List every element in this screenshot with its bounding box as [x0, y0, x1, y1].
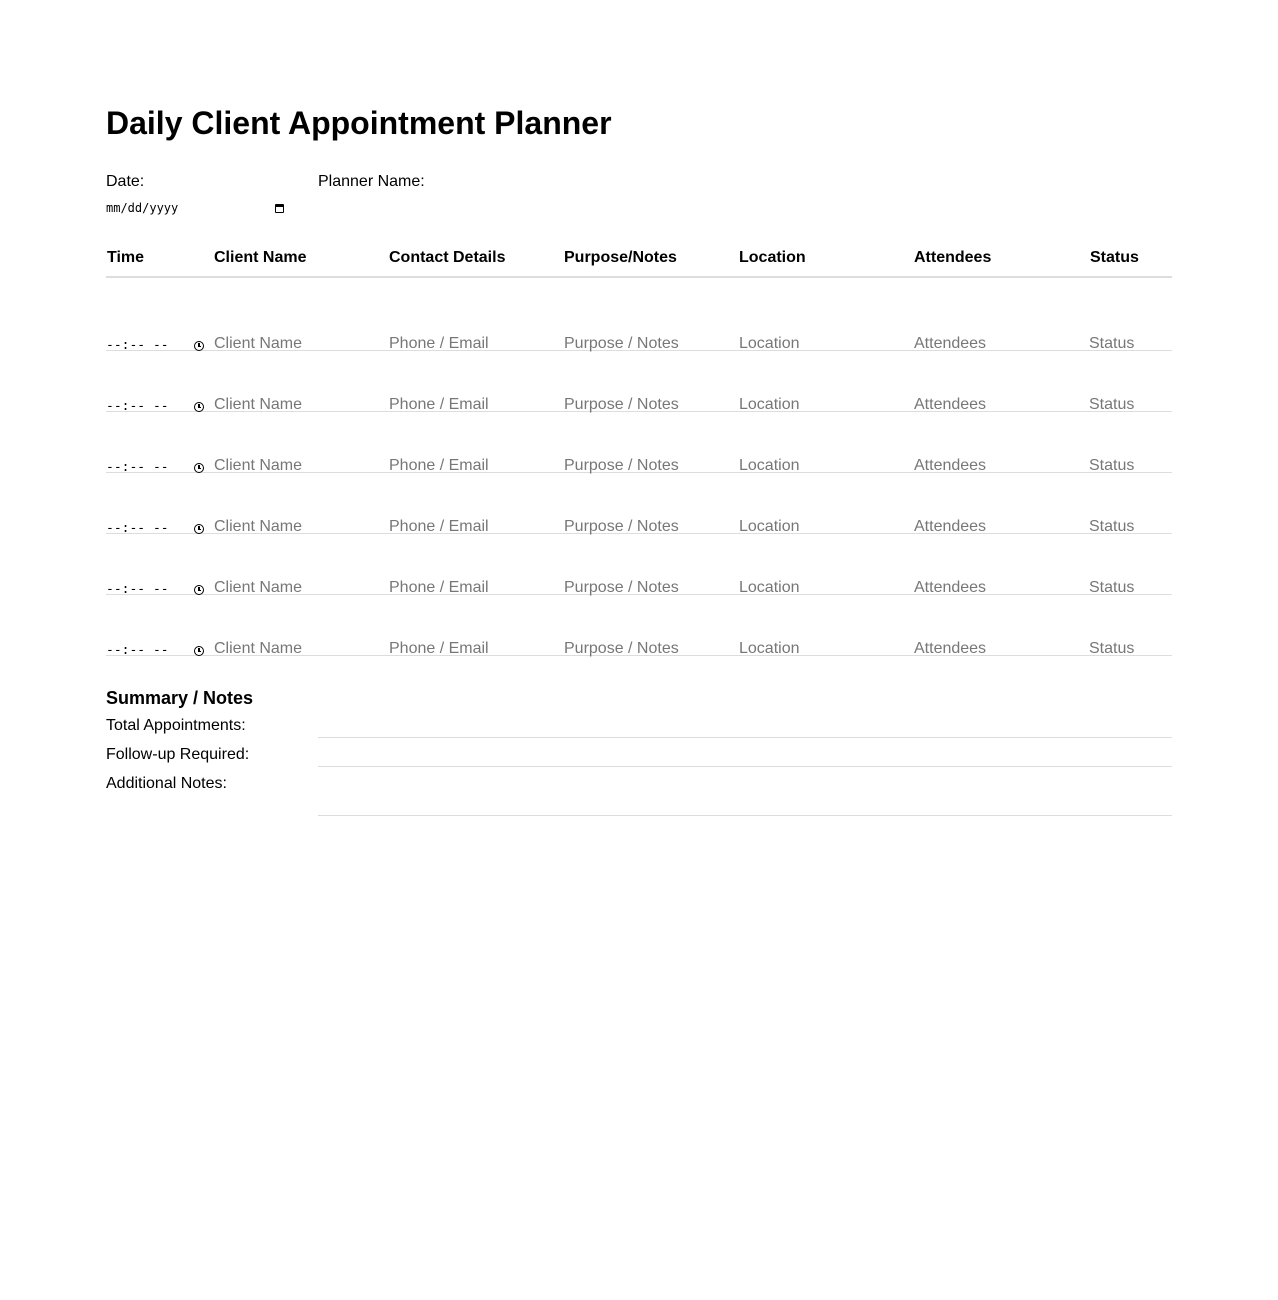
calendar-icon[interactable]: [275, 204, 284, 213]
location-input[interactable]: Location: [739, 457, 800, 474]
contact-details-input[interactable]: Phone / Email: [389, 518, 489, 535]
client-name-input[interactable]: Client Name: [214, 640, 303, 657]
clock-icon[interactable]: [194, 341, 204, 351]
clock-icon[interactable]: [194, 463, 204, 473]
header-attendees: Attendees: [914, 249, 992, 266]
header-time: Time: [107, 249, 145, 266]
table-row: [106, 412, 1172, 473]
location-input[interactable]: Location: [739, 518, 800, 535]
follow-up-label: Follow-up Required:: [106, 746, 250, 763]
header-purpose-notes: Purpose/Notes: [564, 249, 677, 266]
time-placeholder: --:-- --: [106, 460, 169, 475]
location-input[interactable]: Location: [739, 640, 800, 657]
attendees-input[interactable]: Attendees: [914, 457, 987, 474]
client-name-input[interactable]: Client Name: [214, 579, 303, 596]
clock-icon[interactable]: [194, 646, 204, 656]
contact-details-input[interactable]: Phone / Email: [389, 396, 489, 413]
purpose-notes-input[interactable]: Purpose / Notes: [564, 457, 679, 474]
status-input[interactable]: Status: [1089, 457, 1135, 474]
header-client-name: Client Name: [214, 249, 307, 266]
client-name-input[interactable]: Client Name: [214, 518, 303, 535]
total-appointments-label: Total Appointments:: [106, 717, 246, 734]
time-placeholder: --:-- --: [106, 643, 169, 658]
location-input[interactable]: Location: [739, 579, 800, 596]
time-placeholder: --:-- --: [106, 399, 169, 414]
status-input[interactable]: Status: [1089, 579, 1135, 596]
date-label: Date:: [106, 173, 145, 190]
table-row: [106, 534, 1172, 595]
table-row: [106, 278, 1172, 351]
location-input[interactable]: Location: [739, 396, 800, 413]
time-placeholder: --:-- --: [106, 521, 169, 536]
attendees-input[interactable]: Attendees: [914, 335, 987, 352]
purpose-notes-input[interactable]: Purpose / Notes: [564, 396, 679, 413]
header-status: Status: [1090, 249, 1139, 266]
purpose-notes-input[interactable]: Purpose / Notes: [564, 518, 679, 535]
time-placeholder: --:-- --: [106, 338, 169, 353]
table-row: [106, 595, 1172, 656]
client-name-input[interactable]: Client Name: [214, 457, 303, 474]
date-input[interactable]: [106, 199, 286, 217]
table-header: [106, 244, 1172, 278]
attendees-input[interactable]: Attendees: [914, 579, 987, 596]
clock-icon[interactable]: [194, 402, 204, 412]
status-input[interactable]: Status: [1089, 640, 1135, 657]
location-input[interactable]: Location: [739, 335, 800, 352]
purpose-notes-input[interactable]: Purpose / Notes: [564, 335, 679, 352]
contact-details-input[interactable]: Phone / Email: [389, 457, 489, 474]
planner-name-input[interactable]: [430, 172, 630, 192]
total-appointments-field[interactable]: [318, 737, 1172, 738]
attendees-input[interactable]: Attendees: [914, 396, 987, 413]
additional-notes-field[interactable]: [318, 815, 1172, 816]
status-input[interactable]: Status: [1089, 396, 1135, 413]
planner-name-label: Planner Name:: [318, 173, 425, 190]
additional-notes-label: Additional Notes:: [106, 775, 227, 792]
table-row: [106, 473, 1172, 534]
clock-icon[interactable]: [194, 524, 204, 534]
page-title: Daily Client Appointment Planner: [106, 105, 612, 141]
purpose-notes-input[interactable]: Purpose / Notes: [564, 579, 679, 596]
header-location: Location: [739, 249, 806, 266]
client-name-input[interactable]: Client Name: [214, 335, 303, 352]
attendees-input[interactable]: Attendees: [914, 640, 987, 657]
contact-details-input[interactable]: Phone / Email: [389, 640, 489, 657]
clock-icon[interactable]: [194, 585, 204, 595]
status-input[interactable]: Status: [1089, 335, 1135, 352]
table-body: [106, 278, 1172, 656]
date-placeholder: mm/dd/yyyy: [106, 201, 179, 215]
appointments-table: [106, 244, 1172, 656]
attendees-input[interactable]: Attendees: [914, 518, 987, 535]
client-name-input[interactable]: Client Name: [214, 396, 303, 413]
time-input[interactable]: [106, 642, 204, 660]
header-contact-details: Contact Details: [389, 249, 506, 266]
status-input[interactable]: Status: [1089, 518, 1135, 535]
purpose-notes-input[interactable]: Purpose / Notes: [564, 640, 679, 657]
table-row: [106, 351, 1172, 412]
contact-details-input[interactable]: Phone / Email: [389, 335, 489, 352]
time-placeholder: --:-- --: [106, 582, 169, 597]
summary-title: Summary / Notes: [106, 688, 254, 708]
follow-up-field[interactable]: [318, 766, 1172, 767]
contact-details-input[interactable]: Phone / Email: [389, 579, 489, 596]
